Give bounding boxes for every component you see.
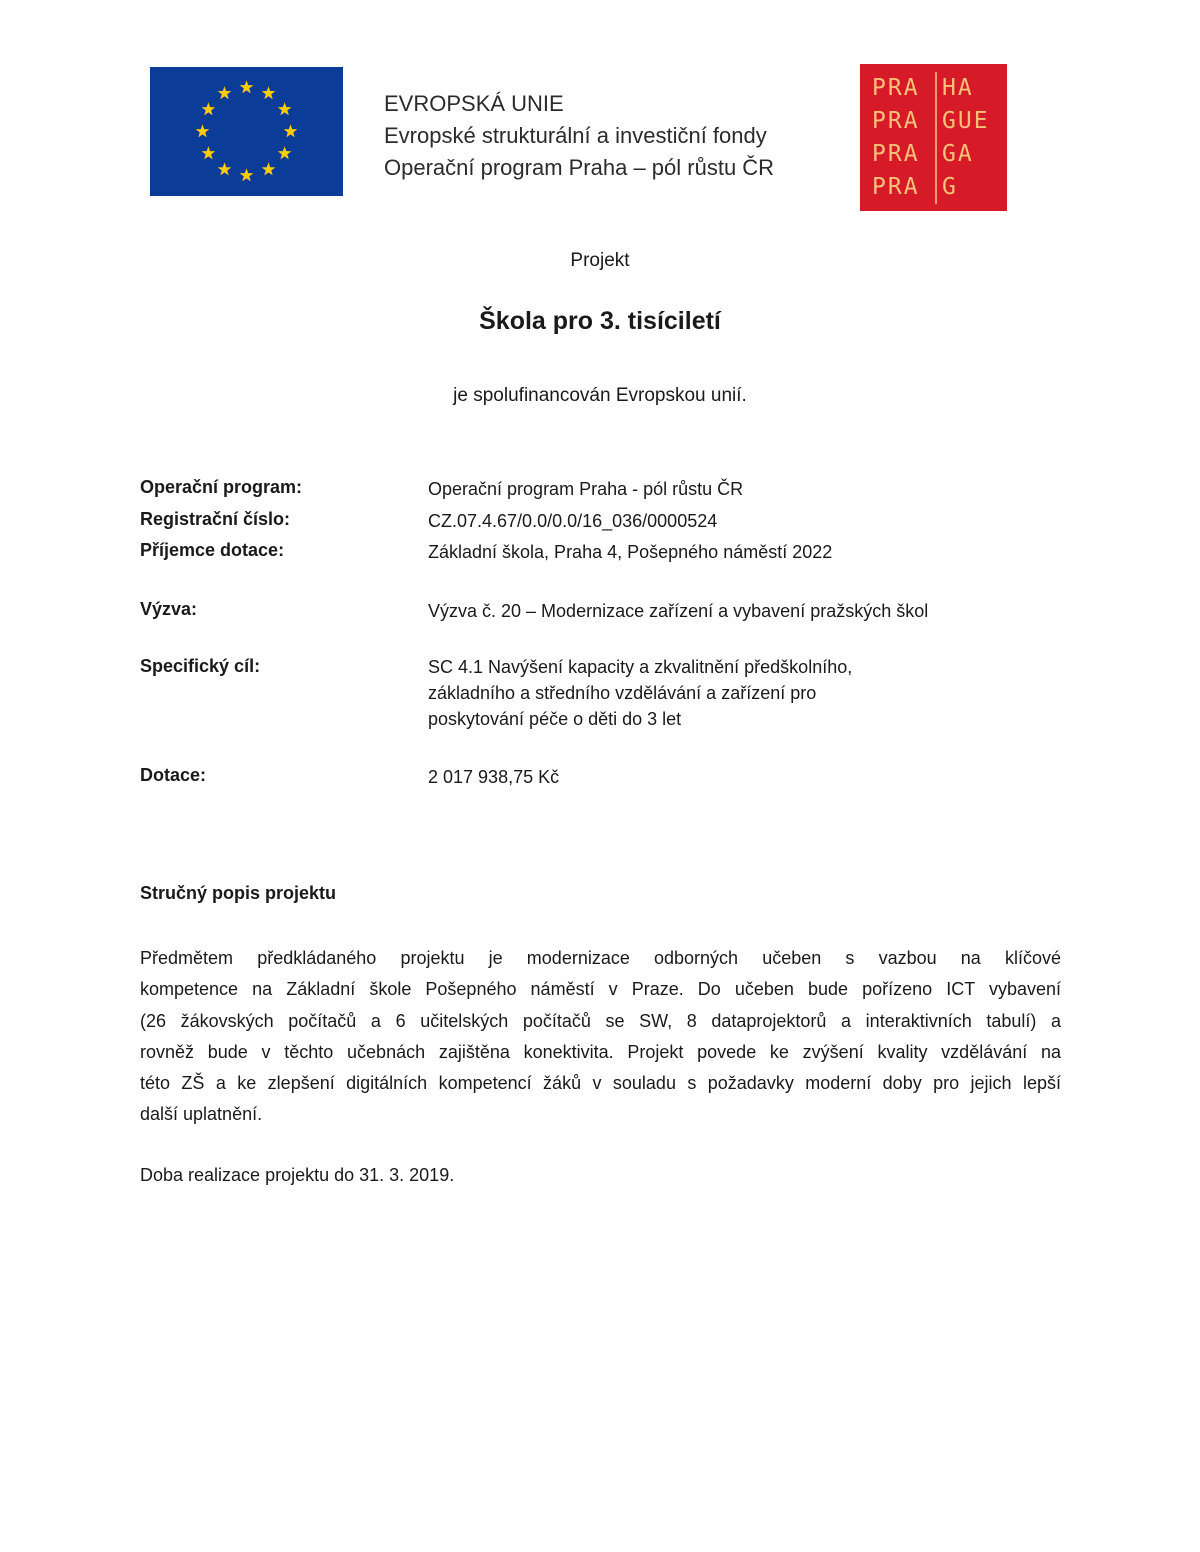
praha-logo-left: PRA [872, 174, 920, 200]
description-title: Stručný popis projektu [140, 883, 337, 903]
description-paragraph [140, 943, 1061, 1131]
subsidy-value: 2 017 938,75 Kč [428, 767, 560, 787]
eu-star [218, 86, 232, 99]
praha-logo-right: HA [942, 75, 974, 101]
praha-logo-left: PRA [872, 75, 920, 101]
praha-logo-right: GA [942, 141, 974, 167]
objective-line: poskytování péče o děti do 3 let [428, 709, 682, 729]
eu-star [202, 102, 216, 115]
eu-star [278, 102, 292, 115]
eu-flag-logo [150, 67, 343, 196]
eu-star [240, 168, 254, 181]
eu-star [202, 146, 216, 159]
registration-label: Registrační číslo: [140, 509, 291, 529]
praha-logo-graphic [860, 64, 1007, 211]
eu-star [262, 162, 276, 175]
project-title: Škola pro 3. tisíciletí [479, 307, 721, 335]
praha-logo-right: G [942, 174, 958, 200]
program-label: Operační program: [140, 477, 303, 497]
eu-program-text [384, 88, 774, 184]
eu-star [284, 124, 298, 137]
description-line: Předmětem předkládaného projektu je modernizace odborných učeben s vazbou na klíčové [140, 948, 1061, 968]
praha-logo-right: GUE [942, 108, 990, 134]
program-value: Operační program Praha - pól růstu ČR [428, 479, 744, 499]
realization-text: Doba realizace projektu do 31. 3. 2019. [140, 1165, 455, 1185]
eu-star [196, 124, 210, 137]
recipient-label: Příjemce dotace: [140, 540, 285, 560]
description-line: této ZŠ a ke zlepšení digitálních kompetencí žáků v souladu s požadavky moderní doby pro jejich lepší [140, 1073, 1061, 1094]
praha-logo [860, 64, 1007, 211]
description-line: kompetence na Základní škole Pošepného náměstí v Praze. Do učeben bude pořízeno ICT vybavení [140, 979, 1061, 1000]
eu-stars-icon [150, 67, 343, 196]
eu-line: Operační program Praha – pól růstu ČR [384, 155, 775, 180]
eu-star [240, 80, 254, 93]
eu-star [262, 86, 276, 99]
cofinanced-text: je spolufinancován Evropskou unií. [453, 385, 747, 406]
praha-logo-left: PRA [872, 108, 920, 134]
subsidy-label: Dotace: [140, 765, 207, 785]
recipient-value: Základní škola, Praha 4, Pošepného náměstí 2022 [428, 542, 833, 562]
eu-star [218, 162, 232, 175]
description-line: další uplatnění. [140, 1104, 263, 1125]
project-label: Projekt [570, 250, 630, 271]
description-line: (26 žákovských počítačů a 6 učitelských počítačů se SW, 8 dataprojektorů a interaktivních tabulí) a [140, 1010, 1061, 1031]
eu-line: EVROPSKÁ UNIE [384, 91, 564, 116]
description-line: rovněž bude v těchto učebnách zajištěna konektivita. Projekt povede ke zvýšení kvality vzdělávání na [140, 1041, 1061, 1062]
objective-label: Specifický cíl: [140, 656, 261, 676]
objective-line: základního a středního vzdělávání a zařízení pro [428, 683, 817, 703]
eu-star [278, 146, 292, 159]
eu-line: Evropské strukturální a investiční fondy [384, 123, 767, 148]
objective-value [428, 654, 852, 732]
call-value: Výzva č. 20 – Modernizace zařízení a vybavení pražských škol [428, 601, 929, 621]
registration-value: CZ.07.4.67/0.0/0.0/16_036/0000524 [428, 511, 718, 531]
objective-line: SC 4.1 Navýšení kapacity a zkvalitnění předškolního, [428, 657, 853, 677]
call-label: Výzva: [140, 599, 198, 619]
praha-logo-left: PRA [872, 141, 920, 167]
